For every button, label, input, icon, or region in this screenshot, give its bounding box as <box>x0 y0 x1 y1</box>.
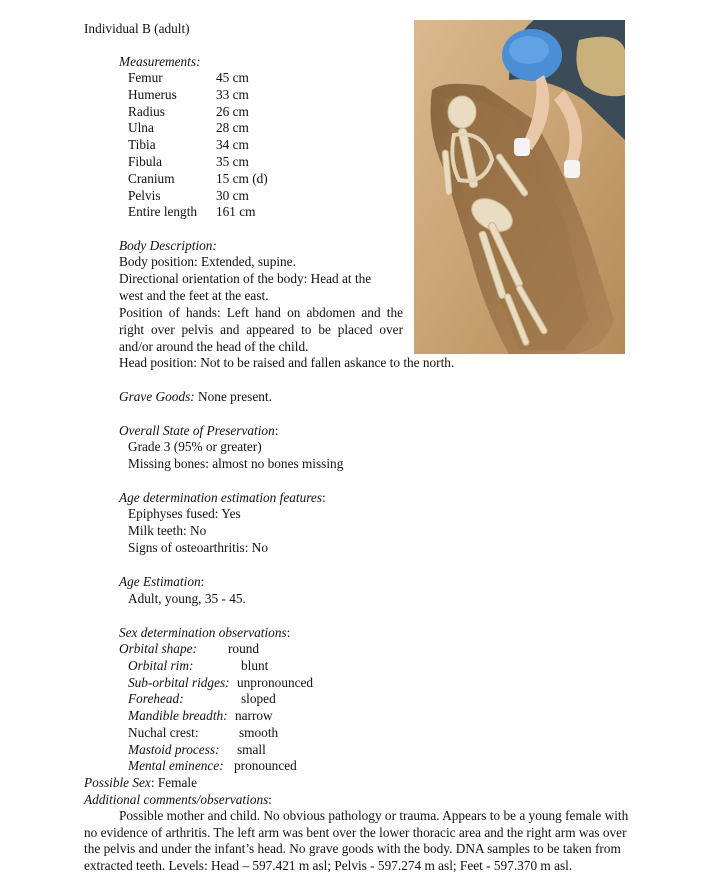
sex-label: Nuchal crest: <box>128 725 199 740</box>
age-estimation-value: Adult, young, 35 - 45. <box>128 591 246 606</box>
additional-line: no evidence of arthritis. The left arm was bent over the lower thoracic area and the right arm was over <box>84 824 627 840</box>
measurement-label: Fibula <box>128 153 162 169</box>
measurement-row <box>128 137 268 154</box>
measurement-label: Humerus <box>128 86 177 102</box>
grave-goods <box>119 388 272 405</box>
sex-value: pronounced <box>234 758 297 773</box>
measurement-label: Femur <box>128 70 163 85</box>
age-features-text <box>128 506 268 557</box>
sex-value: small <box>237 742 266 757</box>
sex-observations-colon: : <box>286 625 291 640</box>
measurement-value: 34 cm <box>216 137 249 153</box>
age-estimation-title-text: Age Estimation <box>119 574 201 589</box>
grave-goods-value: None present. <box>194 389 272 404</box>
additional-text <box>84 808 628 875</box>
measurement-label: Entire length <box>128 204 198 220</box>
additional-line: Possible mother and child. No obvious pathology or trauma. Appears to be a young female with <box>119 808 629 823</box>
body-description-line: Position of hands: Left hand on abdomen and the <box>119 304 403 320</box>
sex-label: Orbital shape: <box>119 641 197 656</box>
preservation-colon: : <box>274 423 279 438</box>
age-features-colon: : <box>322 490 326 505</box>
age-feature-line: Milk teeth: No <box>128 522 207 538</box>
additional-title-text: Additional comments/observations <box>84 792 269 807</box>
measurement-row <box>128 120 268 137</box>
sex-label: Mental eminence: <box>128 758 224 773</box>
additional-colon: : <box>268 792 272 807</box>
age-features-title <box>119 489 326 506</box>
body-description-title: Body Description: <box>119 238 217 253</box>
measurement-row <box>128 204 268 221</box>
page-heading: Individual B (adult) <box>84 21 190 36</box>
measurement-row <box>128 87 268 104</box>
measurement-row <box>128 188 268 205</box>
grave-goods-label: Grave Goods: <box>119 389 195 404</box>
sex-value: unpronounced <box>237 675 314 690</box>
measurement-label: Pelvis <box>128 187 161 203</box>
sex-value: round <box>228 641 260 656</box>
preservation-title-text: Overall State of Preservation <box>119 423 275 438</box>
measurement-value: 30 cm <box>216 187 249 203</box>
preservation-title <box>119 422 278 439</box>
sex-observations-title <box>119 624 290 641</box>
measurement-row <box>128 70 268 87</box>
measurement-row <box>128 171 268 188</box>
sex-value: blunt <box>241 658 269 673</box>
body-description-line: Body position: Extended, supine. <box>119 254 296 269</box>
preservation-line: Missing bones: almost no bones missing <box>128 455 344 471</box>
measurement-value: 35 cm <box>216 153 249 169</box>
preservation-text <box>128 439 343 473</box>
possible-sex-label: Possible Sex <box>84 775 151 790</box>
measurements-title: Measurements: <box>119 54 201 69</box>
sex-observations-title-text: Sex determination observations <box>119 625 287 640</box>
measurement-value: 161 cm <box>216 204 256 220</box>
measurement-label: Radius <box>128 103 165 119</box>
age-features-title-text: Age determination estimation features <box>119 490 322 505</box>
sex-label: Sub-orbital ridges: <box>128 675 230 690</box>
measurement-label: Tibia <box>128 137 156 153</box>
age-estimation-colon: : <box>200 574 205 589</box>
body-description-line: and/or around the head of the child. <box>119 338 309 354</box>
possible-sex <box>84 774 197 791</box>
preservation-line: Grade 3 (95% or greater) <box>128 439 262 454</box>
measurement-row <box>128 154 268 171</box>
measurement-label: Ulna <box>128 120 154 136</box>
age-feature-line: Epiphyses fused: Yes <box>128 506 241 521</box>
possible-sex-value: : Female <box>150 775 197 790</box>
measurement-value: 28 cm <box>216 120 249 136</box>
sex-label: Mastoid process: <box>128 742 220 757</box>
body-description-line: west and the feet at the east. <box>119 287 269 303</box>
additional-line: the pelvis and under the infant’s head. No grave goods with the body. DNA samples to be taken from <box>84 841 621 857</box>
additional-line: extracted teeth. Levels: Head – 597.421 m asl; Pelvis - 597.274 m asl; Feet - 597.370 m asl. <box>84 858 573 874</box>
age-estimation-title <box>119 573 204 590</box>
body-description-text <box>119 254 454 372</box>
body-description-line: right over pelvis and appeared to be placed over <box>119 321 403 337</box>
measurement-row <box>128 104 268 121</box>
additional-title <box>84 791 272 808</box>
age-feature-line: Signs of osteoarthritis: No <box>128 539 268 555</box>
measurements-table <box>128 70 268 221</box>
sex-value: smooth <box>239 725 279 740</box>
measurement-value: 26 cm <box>216 103 249 119</box>
measurement-value: 15 cm (d) <box>216 170 268 186</box>
measurement-value: 33 cm <box>216 86 249 102</box>
sex-label: Orbital rim: <box>128 658 194 673</box>
sex-label: Mandible breadth: <box>128 708 228 723</box>
measurement-value: 45 cm <box>216 70 249 85</box>
body-description-line: Head position: Not to be raised and fallen askance to the north. <box>119 355 455 371</box>
measurement-label: Cranium <box>128 170 175 186</box>
sex-label: Forehead: <box>128 691 184 706</box>
body-description-line: Directional orientation of the body: Head at the <box>119 270 372 286</box>
sex-value: sloped <box>241 691 276 706</box>
sex-value: narrow <box>235 708 273 723</box>
